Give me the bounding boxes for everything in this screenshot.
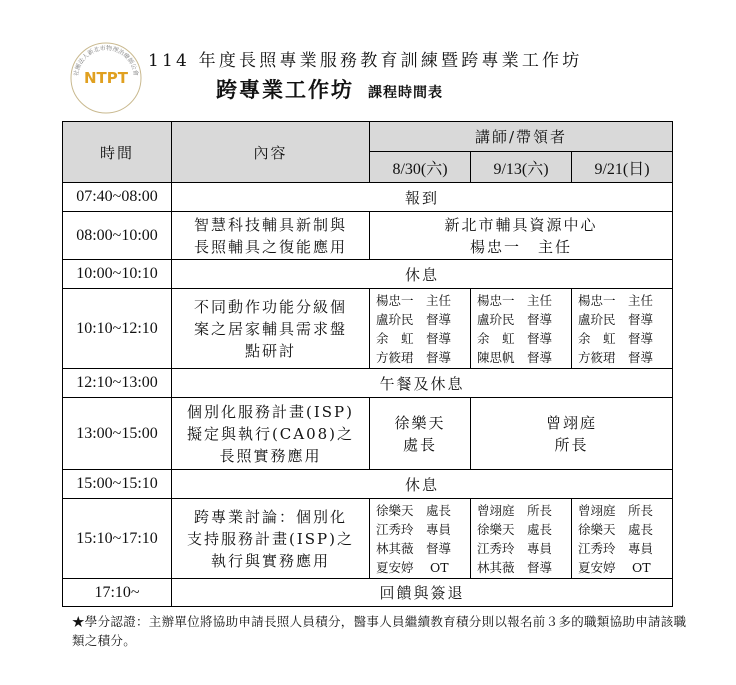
session-cell: 報到	[172, 183, 673, 212]
table-row	[63, 499, 673, 579]
logo-text: NTPT	[83, 69, 129, 87]
date-header: 9/13(六)	[471, 152, 572, 183]
table-row	[63, 183, 673, 212]
table-row	[63, 260, 673, 289]
table-row	[63, 289, 673, 369]
date-header: 9/21(日)	[572, 152, 673, 183]
table-row	[63, 579, 673, 607]
time-cell: 15:10~17:10	[63, 499, 172, 579]
content-cell: 智慧科技輔具新制與 長照輔具之復能應用	[172, 212, 370, 260]
time-cell: 15:00~15:10	[63, 470, 172, 499]
session-cell: 回饋與簽退	[172, 579, 673, 607]
table-row	[63, 212, 673, 260]
time-cell: 10:10~12:10	[63, 289, 172, 369]
speaker-cell: 楊忠一 主任 盧玠民 督導 余 虹 督導 陳思帆 督導	[471, 289, 572, 369]
session-cell: 休息	[172, 470, 673, 499]
col-time-header: 時間	[63, 122, 172, 183]
content-cell: 跨專業討論：個別化 支持服務計畫(ISP)之 執行與實務應用	[172, 499, 370, 579]
table-row	[63, 470, 673, 499]
ntpt-logo	[68, 40, 144, 116]
speaker-cell: 曾翊庭 所長	[471, 398, 673, 470]
speaker-cell: 楊忠一 主任 盧玠民 督導 余 虹 督導 方筱珺 督導	[572, 289, 673, 369]
speaker-cell: 徐樂天 處長	[370, 398, 471, 470]
speaker-cell: 徐樂天 處長 江秀玲 專員 林其薇 督導 夏安婷 OT	[370, 499, 471, 579]
footnote: ★學分認證：主辦單位將協助申請長照人員積分，醫事人員繼續教育積分則以報名前３多的職類協助申請該職類之積分。	[72, 614, 687, 648]
speaker-cell: 曾翊庭 所長 徐樂天 處長 江秀玲 專員 林其薇 督導	[471, 499, 572, 579]
col-speakers-header: 講師/帶領者	[370, 122, 673, 152]
date-header: 8/30(六)	[370, 152, 471, 183]
session-cell: 休息	[172, 260, 673, 289]
speaker-cell: 楊忠一 主任 盧玠民 督導 余 虹 督導 方筱珺 督導	[370, 289, 471, 369]
time-cell: 12:10~13:00	[63, 369, 172, 398]
title-main: 跨專業工作坊	[216, 77, 354, 102]
time-cell: 13:00~15:00	[63, 398, 172, 470]
content-cell: 不同動作功能分級個 案之居家輔具需求盤 點研討	[172, 289, 370, 369]
table-row	[63, 369, 673, 398]
time-cell: 10:00~10:10	[63, 260, 172, 289]
logo-ring-text: 社團法人新北市物理治療師公會	[72, 44, 140, 77]
page-title	[216, 74, 443, 104]
time-cell: 17:10~	[63, 579, 172, 607]
title-sub: 課程時間表	[368, 85, 443, 101]
col-content-header: 內容	[172, 122, 370, 183]
event-title: 114 年度長照專業服務教育訓練暨跨專業工作坊	[148, 51, 583, 71]
schedule-table	[62, 121, 673, 607]
content-cell: 個別化服務計畫(ISP) 擬定與執行(CA08)之 長照實務應用	[172, 398, 370, 470]
speaker-cell: 曾翊庭 所長 徐樂天 處長 江秀玲 專員 夏安婷 OT	[572, 499, 673, 579]
table-row	[63, 398, 673, 470]
time-cell: 08:00~10:00	[63, 212, 172, 260]
speaker-cell: 新北市輔具資源中心 楊忠一 主任	[370, 212, 673, 260]
session-cell: 午餐及休息	[172, 369, 673, 398]
time-cell: 07:40~08:00	[63, 183, 172, 212]
